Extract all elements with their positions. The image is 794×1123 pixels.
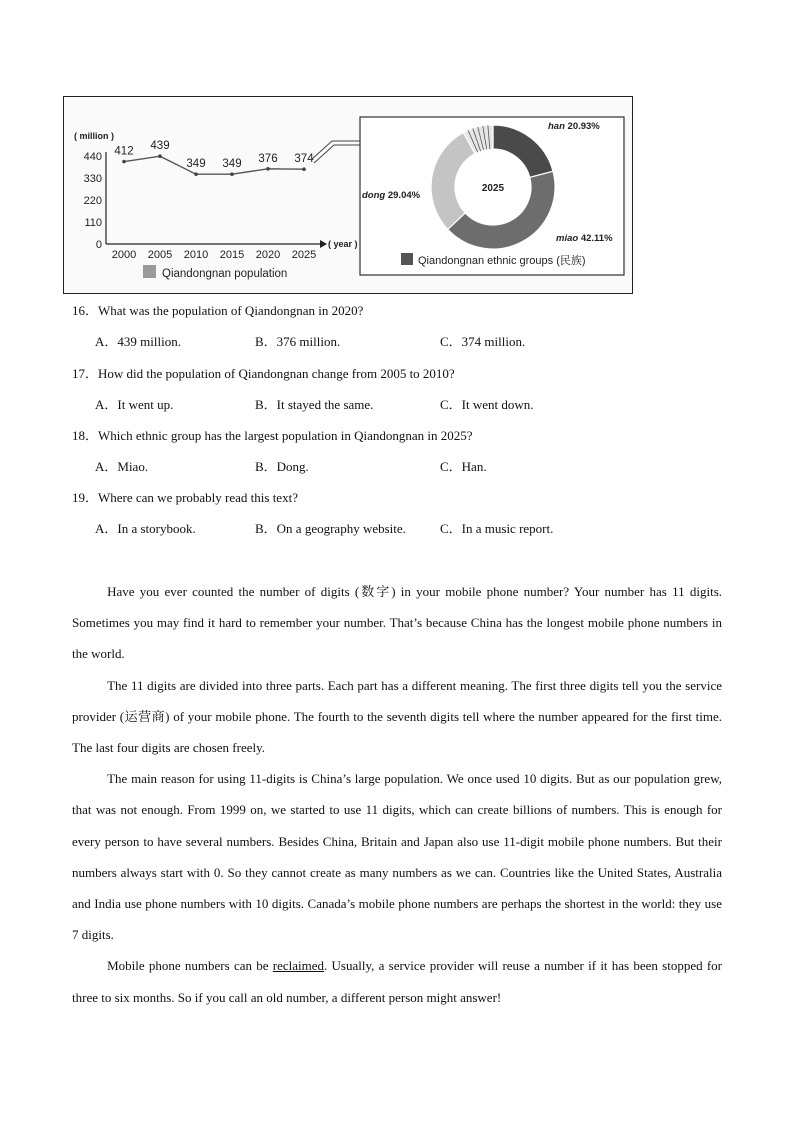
x-tick-label: 2005 [147, 249, 173, 261]
han-value: 20.93% [567, 121, 600, 132]
y-tick-label: 0 [95, 239, 102, 251]
question-17-option-c[interactable]: C．It went down. [440, 397, 534, 412]
dong-value: 29.04% [387, 190, 421, 201]
y-axis-label: ( million ) [74, 131, 114, 141]
question-19-option-b[interactable]: B．On a geography website. [255, 521, 406, 536]
data-label: 412 [114, 145, 134, 158]
x-axis-label: ( year ) [328, 239, 358, 249]
question-16-option-c[interactable]: C．374 million. [440, 334, 526, 349]
data-label: 439 [150, 140, 170, 153]
paragraph-4 [72, 950, 722, 1012]
question-18-option-c[interactable]: C．Han. [440, 459, 487, 474]
x-tick-label: 2010 [183, 249, 209, 261]
paragraph-4-end: . Usually, a service provider will reuse a number if it has been stopped for three to six months. So if you call an old number, a different person might answer! [72, 958, 723, 1005]
han-name: han [548, 121, 565, 132]
question-18-option-a[interactable]: A．Miao. [95, 459, 149, 474]
line-legend-label: Qiandongnan population [162, 268, 288, 280]
data-label: 376 [258, 152, 278, 165]
question-16-option-b[interactable]: B．376 million. [255, 334, 341, 349]
x-tick-label: 2020 [255, 249, 281, 261]
data-label: 374 [294, 153, 314, 166]
paragraph-4-start: Mobile phone numbers can be [107, 958, 273, 974]
question-16-option-a[interactable]: A．439 million. [95, 334, 181, 349]
question-17-option-a[interactable]: A．It went up. [95, 397, 174, 412]
chart-figure [63, 96, 633, 294]
question-19-stem: 19．Where can we probably read this text? [72, 490, 298, 505]
y-tick-label: 220 [83, 195, 102, 207]
donut-legend-label: Qiandongnan ethnic groups (民族) [418, 255, 586, 267]
underlined-word: reclaimed [272, 958, 325, 974]
data-point [158, 154, 162, 158]
paragraph-3: The main reason for using 11-digits is China’s large population. We once used 10 digits. But as our population grew, that was not enough. From 1999 on, we started to use 11 digits, which can create billions of numbers. This is enough for every person to have several numbers. Besides China, Britain and Japan also use 11-digit mobile phone numbers. But their numbers always start with 0. So they cannot create as many numbers as we can. Countries like the United States, Australia and India use phone numbers with 10 digits. Canada’s mobile phone numbers are perhaps the shortest in the world: they use 7 digits. [72, 771, 722, 943]
miao-label [556, 233, 613, 244]
donut-center-label: 2025 [481, 183, 505, 194]
x-tick-label: 2015 [219, 249, 245, 261]
question-18-option-b[interactable]: B．Dong. [255, 459, 309, 474]
dong-name: dong [362, 190, 386, 201]
data-point [122, 160, 126, 164]
paragraph-1: Have you ever counted the number of digits (数字) in your mobile phone number? Your number has 11 digits. Sometimes you may find it hard to remember your number. That’s because China has the longest mobile phone numbers in the world. [72, 584, 722, 662]
data-point [266, 167, 270, 171]
donut-legend-swatch [401, 253, 413, 265]
reading-passage [72, 576, 722, 1013]
miao-value: 42.11% [580, 233, 613, 244]
y-tick-label: 440 [83, 151, 102, 163]
paragraph-2: The 11 digits are divided into three parts. Each part has a different meaning. The first three digits tell you the service provider (运营商) of your mobile phone. The fourth to the seventh digits tell where the number appeared for the first time. The last four digits are chosen freely. [72, 677, 722, 756]
data-point [230, 172, 234, 176]
data-label: 349 [186, 158, 206, 171]
chart-svg [64, 97, 634, 295]
question-17-option-b[interactable]: B．It stayed the same. [255, 397, 374, 412]
data-point [194, 172, 198, 176]
x-tick-label: 2000 [111, 249, 137, 261]
question-19-option-a[interactable]: A．In a storybook. [95, 521, 196, 536]
question-19-option-c[interactable]: C．In a music report. [440, 521, 554, 536]
x-axis-arrow [320, 240, 327, 248]
data-label: 349 [222, 158, 242, 171]
miao-name: miao [556, 233, 579, 244]
han-label [548, 121, 600, 132]
legend-swatch [143, 265, 156, 278]
x-tick-label: 2025 [291, 249, 317, 261]
dong-label [362, 190, 421, 201]
y-tick-label: 110 [84, 217, 102, 229]
y-tick-label: 330 [83, 173, 102, 185]
question-18-stem: 18．Which ethnic group has the largest population in Qiandongnan in 2025? [72, 428, 473, 443]
line-chart [74, 131, 358, 280]
question-17-stem: 17．How did the population of Qiandongnan change from 2005 to 2010? [72, 366, 455, 381]
data-point [302, 167, 306, 171]
connector [311, 141, 360, 163]
question-16-stem: 16．What was the population of Qiandongnan in 2020? [72, 303, 364, 318]
